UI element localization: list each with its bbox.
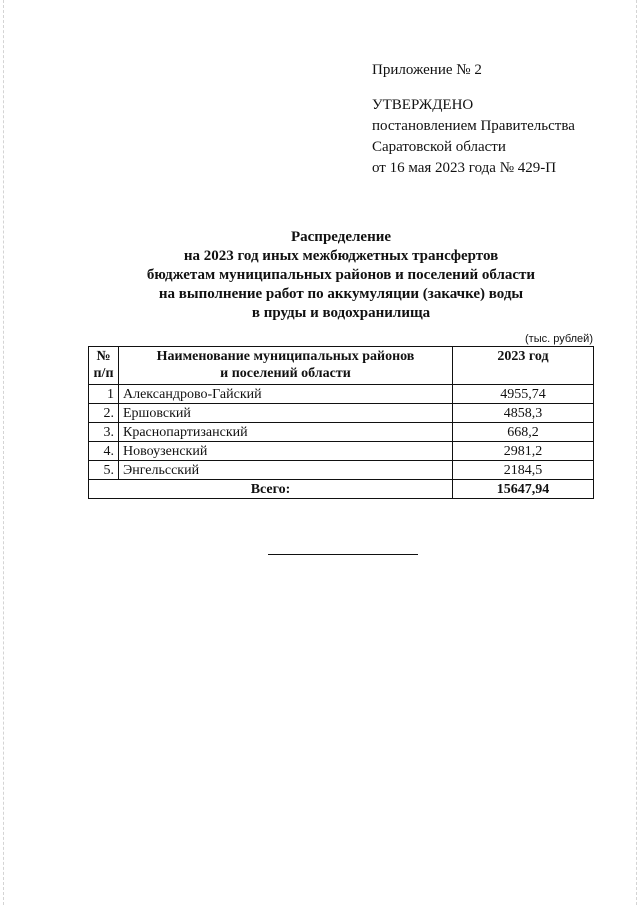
table-row: [89, 423, 594, 442]
document-title: [88, 228, 594, 323]
row-value: 2184,5: [453, 461, 594, 480]
total-label: Всего:: [89, 480, 453, 499]
row-value: 4858,3: [453, 404, 594, 423]
row-district: Александрово-Гайский: [119, 385, 453, 404]
header-year: 2023 год: [453, 347, 594, 385]
title-line-4: на выполнение работ по аккумуляции (закачке) воды: [158, 286, 524, 302]
header-name: [119, 347, 453, 385]
title-line-1: Распределение: [290, 229, 392, 245]
row-number: 2.: [89, 404, 119, 423]
table-row: [89, 385, 594, 404]
row-district: Ершовский: [119, 404, 453, 423]
left-scan-edge: [3, 0, 4, 905]
title-line-2: на 2023 год иных межбюджетных трансфертов: [183, 248, 499, 264]
closing-line: [268, 554, 418, 555]
approved-label: УТВЕРЖДЕНО: [372, 97, 474, 113]
header-number-line-2: п/п: [93, 366, 114, 381]
title-line-5: в пруды и водохранилища: [251, 305, 431, 321]
row-number: 4.: [89, 442, 119, 461]
approval-block: [372, 60, 575, 179]
approval-line-3: от 16 мая 2023 года № 429-П: [372, 160, 557, 176]
header-name-line-2: и поселений области: [220, 366, 351, 381]
header-number-line-1: №: [96, 349, 111, 364]
approval-line-1: постановлением Правительства: [372, 118, 575, 134]
title-line-3: бюджетам муниципальных районов и поселений области: [146, 267, 536, 283]
approval-line-2: Саратовской области: [372, 139, 506, 155]
table-header-row: [89, 347, 594, 385]
distribution-table: [88, 346, 594, 499]
row-number: 1: [89, 385, 119, 404]
header-number: [89, 347, 119, 385]
header-name-line-1: Наименование муниципальных районов: [156, 349, 415, 364]
row-district: Энгельсский: [119, 461, 453, 480]
row-value: 4955,74: [453, 385, 594, 404]
total-value: 15647,94: [453, 480, 594, 499]
table-row: [89, 442, 594, 461]
row-district: Новоузенский: [119, 442, 453, 461]
row-value: 2981,2: [453, 442, 594, 461]
right-scan-edge: [636, 0, 637, 905]
table-total-row: [89, 480, 594, 499]
table-row: [89, 404, 594, 423]
table-row: [89, 461, 594, 480]
row-number: 5.: [89, 461, 119, 480]
row-number: 3.: [89, 423, 119, 442]
row-district: Краснопартизанский: [119, 423, 453, 442]
appendix-label: Приложение № 2: [372, 62, 482, 78]
row-value: 668,2: [453, 423, 594, 442]
units-label: (тыс. рублей): [525, 333, 593, 345]
